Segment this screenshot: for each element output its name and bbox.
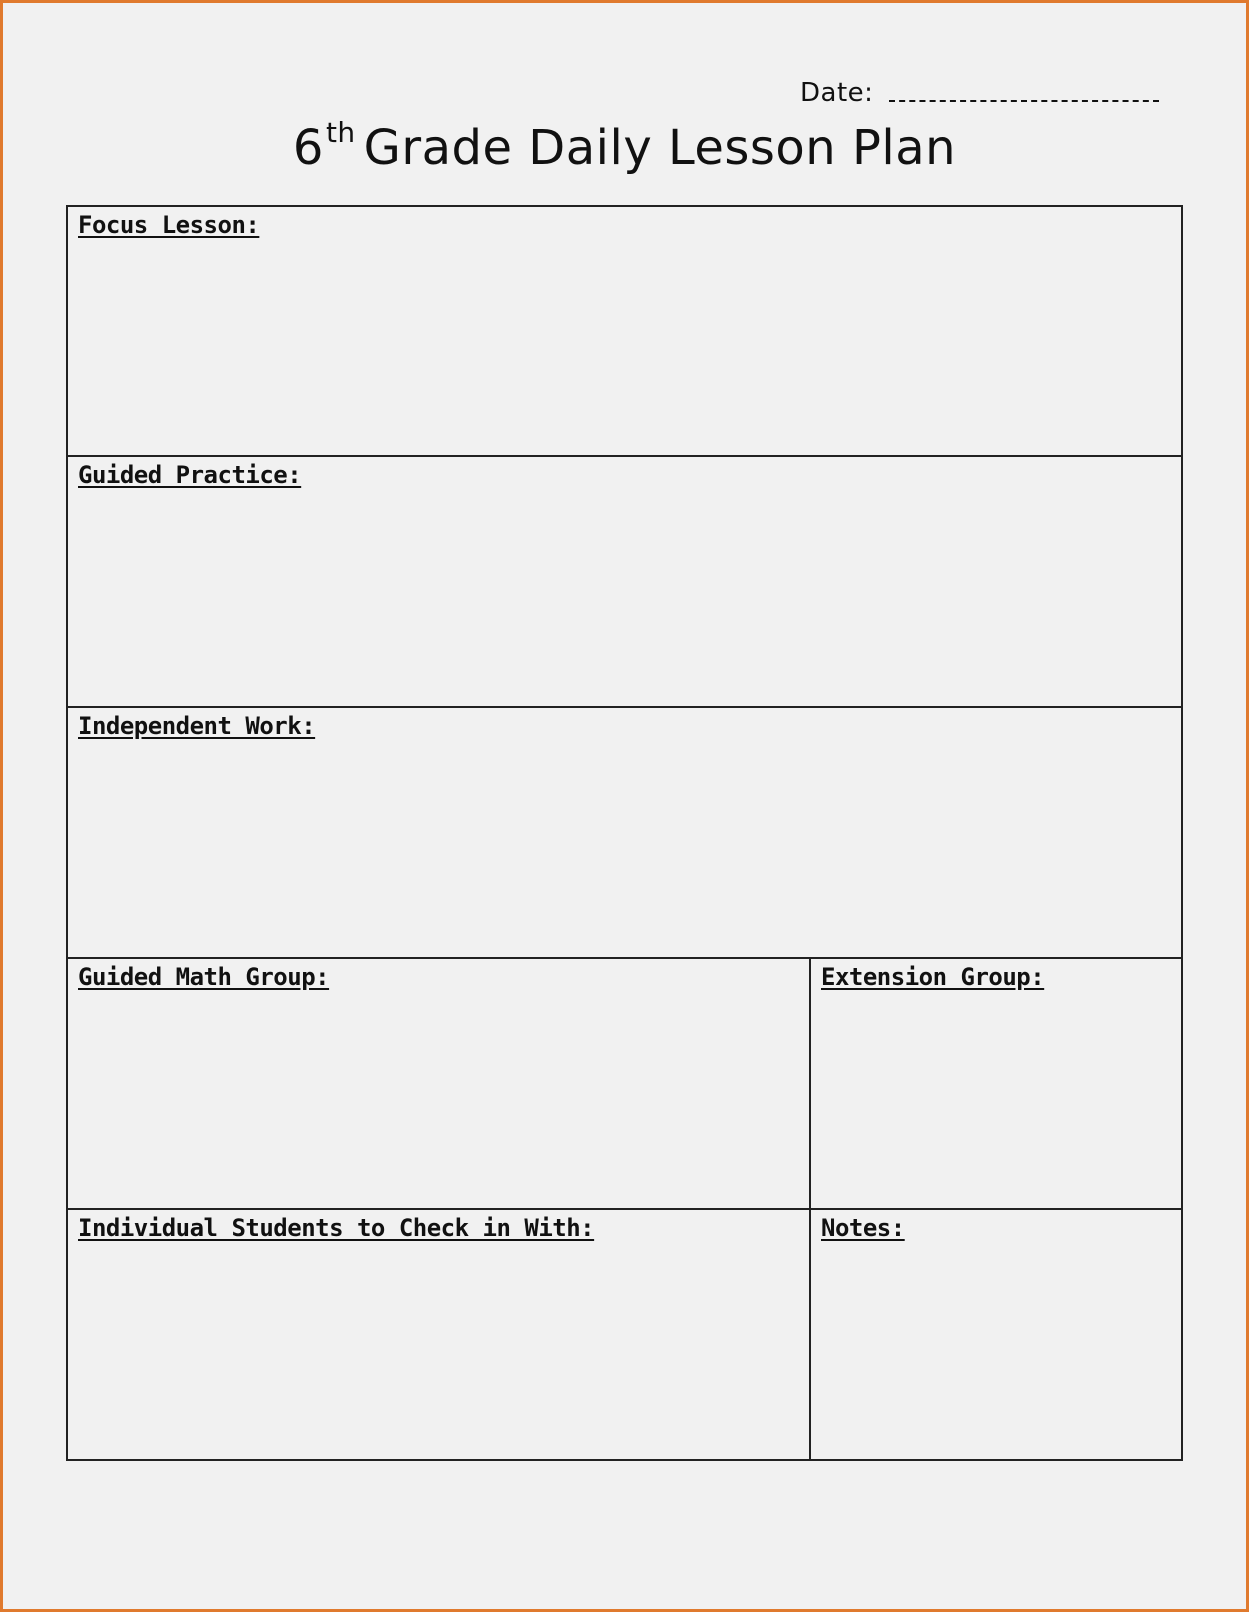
notes-box[interactable] xyxy=(811,1210,1181,1459)
page-title xyxy=(0,116,1249,176)
notes-label: Notes: xyxy=(821,1214,905,1242)
title-grade-number: 6 xyxy=(292,120,324,176)
focus-lesson-box[interactable] xyxy=(68,207,1181,457)
extension-group-label: Extension Group: xyxy=(821,963,1045,991)
independent-work-label: Independent Work: xyxy=(78,712,316,740)
guided-practice-label: Guided Practice: xyxy=(78,461,302,489)
date-blank-line[interactable] xyxy=(889,100,1159,102)
individual-students-box[interactable] xyxy=(68,1210,811,1459)
guided-math-group-label: Guided Math Group: xyxy=(78,963,330,991)
title-grade-suffix: th xyxy=(325,116,356,149)
individual-students-label: Individual Students to Check in With: xyxy=(78,1214,595,1242)
guided-practice-box[interactable] xyxy=(68,457,1181,708)
lesson-plan-grid xyxy=(66,205,1183,1461)
independent-work-box[interactable] xyxy=(68,708,1181,959)
focus-lesson-label: Focus Lesson: xyxy=(78,211,260,239)
date-row xyxy=(800,78,1159,108)
guided-math-group-box[interactable] xyxy=(68,959,811,1210)
date-label: Date: xyxy=(800,78,874,108)
extension-group-box[interactable] xyxy=(811,959,1181,1210)
title-text: Grade Daily Lesson Plan xyxy=(363,120,957,176)
